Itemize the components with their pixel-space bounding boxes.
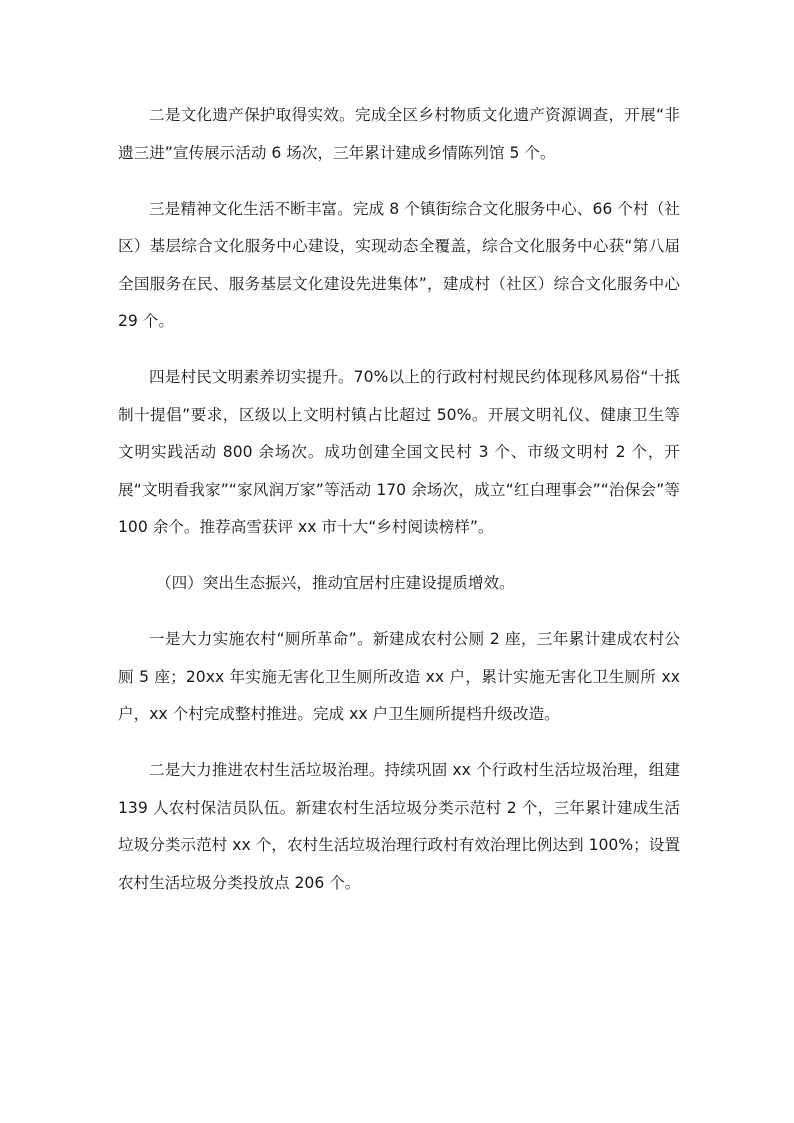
paragraph-toilet-revolution: 一是大力实施农村“厕所革命”。新建成农村公厕 2 座，三年累计建成农村公厕 5 座；20xx 年实施无害化卫生厕所改造 xx 户，累计实施无害化卫生厕所 xx 户，xx 个村完成整村推进。完成 xx 户卫生厕所提档升级改造。 bbox=[118, 630, 680, 723]
document-body bbox=[118, 97, 680, 902]
section-heading-ecological-revitalization: （四）突出生态振兴，推动宜居村庄建设提质增效。 bbox=[156, 574, 515, 592]
paragraph-villager-civility: 四是村民文明素养切实提升。70%以上的行政村村规民约体现移风易俗“十抵制十提倡”要求，区级以上文明村镇占比超过 50%。开展文明礼仪、健康卫生等文明实践活动 800 余场次。成功创建全国文民村 3 个、市级文明村 2 个，开展“文明看我家”“家风润万家”等活动 170 余场次，成立“红白理事会”“治保会”等 100 余个。推荐高雪获评 xx 市十大“乡村阅读榜样”。 bbox=[118, 368, 680, 536]
paragraph-cultural-heritage: 二是文化遗产保护取得实效。完成全区乡村物质文化遗产资源调查，开展“非遗三进”宣传展示活动 6 场次，三年累计建成乡情陈列馆 5 个。 bbox=[118, 106, 680, 162]
paragraph-spiritual-culture: 三是精神文化生活不断丰富。完成 8 个镇街综合文化服务中心、66 个村（社区）基层综合文化服务中心建设，实现动态全覆盖，综合文化服务中心获“第八届全国服务在民、服务基层文化建设先进集体”，建成村（社区）综合文化服务中心 29 个。 bbox=[118, 199, 680, 330]
paragraph-garbage-treatment: 二是大力推进农村生活垃圾治理。持续巩固 xx 个行政村生活垃圾治理，组建 139 人农村保洁员队伍。新建农村生活垃圾分类示范村 2 个，三年累计建成生活垃圾分类示范村 xx 个，农村生活垃圾治理行政村有效治理比例达到 100%；设置农村生活垃圾分类投放点 206 个。 bbox=[118, 761, 680, 892]
